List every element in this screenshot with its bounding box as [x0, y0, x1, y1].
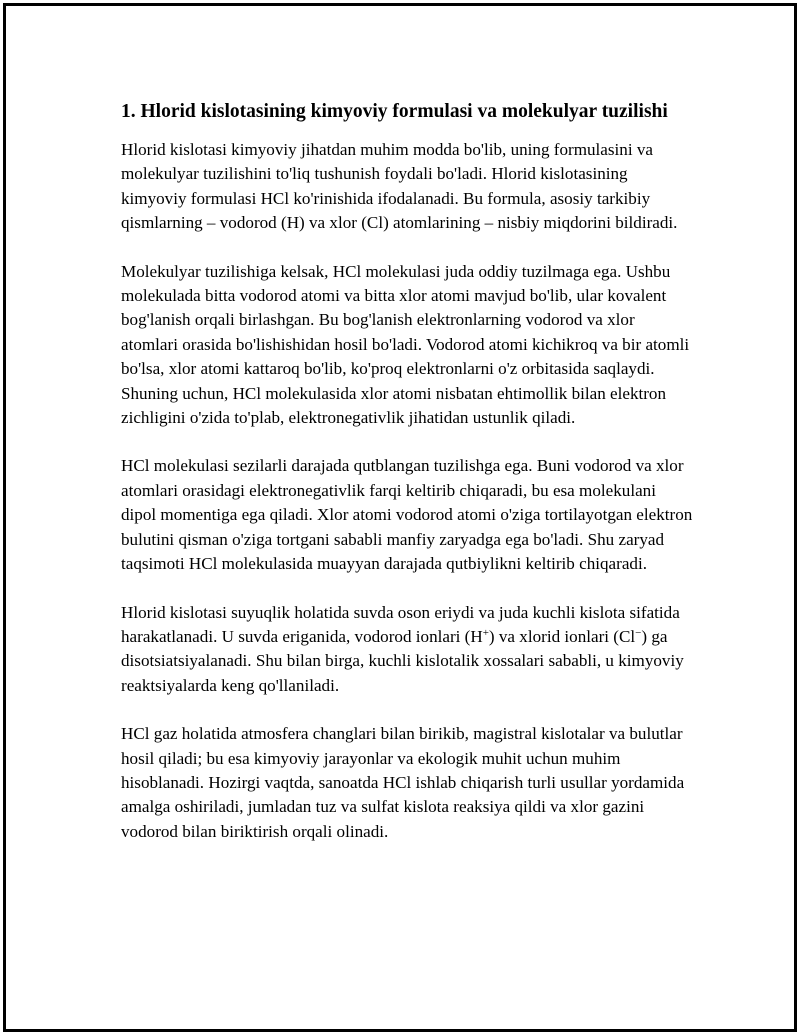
- dissociation-text-3: ) ga disotsiatsiyalanadi. Shu bilan birga, kuchli kislotalik xossalari sababli, u kimyoviy reaktsiyalarda keng qo'llaniladi.: [121, 626, 684, 695]
- paragraph-formula: Hlorid kislotasi kimyoviy jihatdan muhim modda bo'lib, uning formulasini va molekulyar tuzilishini to'liq tushunish foydali bo'ladi. Hlorid kislotasining kimyoviy formulasi HCl ko'rinishida ifodalanadi. Bu formula, asosiy tarkibiy qismlarning – vodorod (H) va xlor (Cl) atomlarining – nisbiy miqdorini bildiradi.: [121, 140, 678, 233]
- paragraph-polarity: HCl molekulasi sezilarli darajada qutblangan tuzilishga ega. Buni vodorod va xlor atomlari orasidagi elektronegativlik farqi keltirib chiqaradi, bu esa molekulani dipol momentiga ega qiladi. Xlor atomi vodorod atomi o'ziga tortilayotgan elektron bulutini qisman o'ziga tortgani sababli manfiy zaryadga ega bo'ladi. Shu zaryad taqsimoti HCl molekulasida muayyan darajada qutbiylikni keltirib chiqaradi.: [121, 456, 693, 574]
- section-heading: 1. Hlorid kislotasining kimyoviy formulasi va molekulyar tuzilishi: [121, 101, 668, 122]
- page-frame: [3, 3, 797, 1032]
- paragraph-molecular-structure: Molekulyar tuzilishiga kelsak, HCl molekulasi juda oddiy tuzilmaga ega. Ushbu molekulada bitta vodorod atomi va bitta xlor atomi mavjud bo'lib, ular kovalent bog'lanish orqali birlashgan. Bu bog'lanish elektronlarning vodorod va xlor atomlari orasida bo'lishishidan hosil bo'ladi. Vodorod atomi kichikroq va bir atomli bo'lsa, xlor atomi kattaroq bo'lib, ko'proq elektronlarni o'z orbitasida saqlaydi. Shuning uchun, HCl molekulasida xlor atomi nisbatan ehtimollik bilan elektron zichligini o'zida to'plab, elektronegativlik jihatidan ustunlik qiladi.: [121, 261, 690, 428]
- paragraph-gas-state: HCl gaz holatida atmosfera changlari bilan birikib, magistral kislotalar va bulutlar hosil qiladi; bu esa kimyoviy jarayonlar va ekologik muhit uchun muhim hisoblanadi. Hozirgi vaqtda, sanoatda HCl ishlab chiqarish turli usullar yordamida amalga oshiriladi, jumladan tuz va sulfat kislota reaksiya qildi va xlor gazini vodorod bilan biriktirish orqali olinadi.: [121, 724, 685, 841]
- paragraph-dissociation: [121, 601, 693, 699]
- document-body: [121, 98, 693, 868]
- hydrogen-ion-charge: +: [482, 626, 489, 639]
- chloride-ion-charge: −: [635, 626, 642, 639]
- dissociation-text-2: ) va xlorid ionlari (Cl: [488, 626, 636, 646]
- dissociation-text-1: Hlorid kislotasi suyuqlik holatida suvda oson eriydi va juda kuchli kislota sifatida harakatlanadi. U suvda eriganida, vodorod ionlari (H: [121, 602, 680, 646]
